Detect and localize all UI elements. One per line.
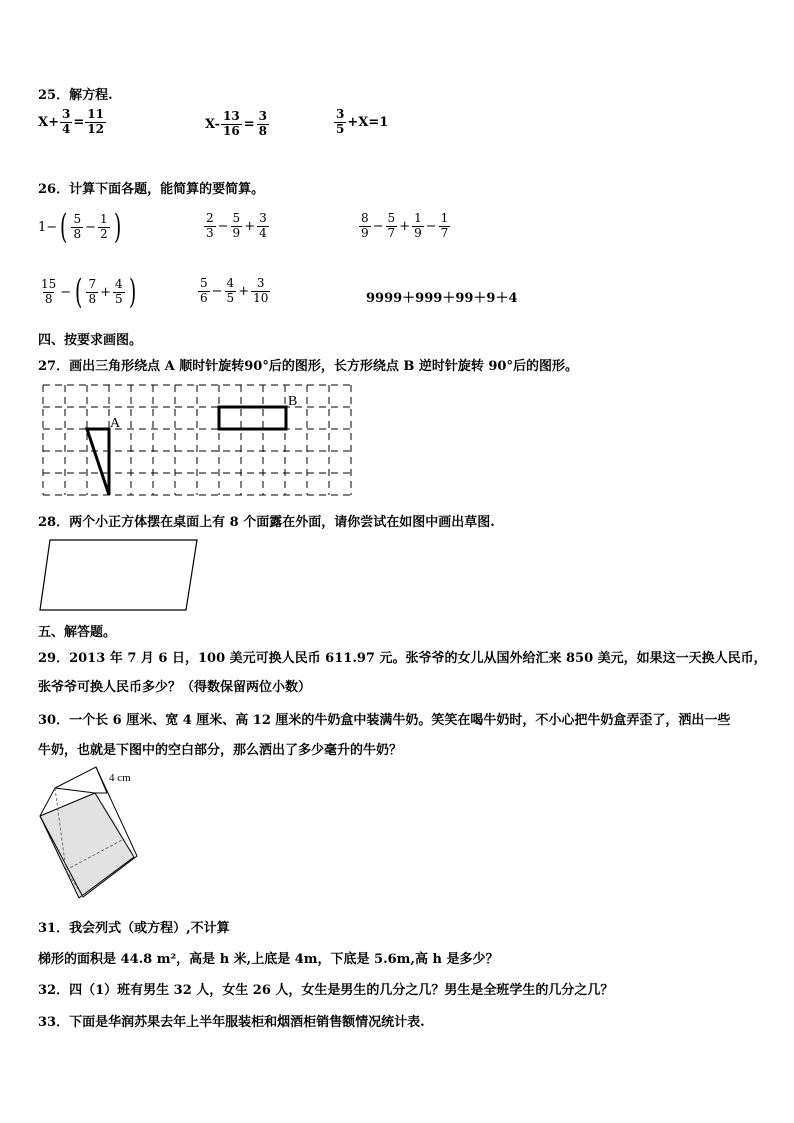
operator: + xyxy=(399,218,411,234)
q27-title: 27．画出三角形绕点 A 顺时针旋转90°后的图形，长方形绕点 B 逆时针旋转 90°后的图形。 xyxy=(38,359,578,374)
q31-line-1: 31．我会列式（或方程）,不计算 xyxy=(38,921,230,936)
operator: + xyxy=(244,218,256,234)
fraction: $\frac{3}{5}$ xyxy=(336,107,345,136)
section-5-heading: 五、解答题。 xyxy=(38,625,117,640)
operator: + xyxy=(238,283,250,299)
fraction: $\frac{5}{8}$ xyxy=(73,211,82,241)
q32-line-1: 32．四（1）班有男生 32 人，女生 26 人，女生是男生的几分之几？男生是全班学生的几分之几？ xyxy=(38,983,614,998)
fraction: $\frac{8}{9}$ xyxy=(361,211,369,240)
fraction: $\frac{5}{7}$ xyxy=(387,211,396,240)
fraction: $\frac{2}{3}$ xyxy=(206,211,214,240)
fraction: $\frac{5}{9}$ xyxy=(232,211,241,240)
fraction: $\frac{3}{4}$ xyxy=(259,211,267,240)
operator: + xyxy=(100,284,111,300)
fraction: $\frac{4}{5}$ xyxy=(115,276,123,306)
eq-text: = xyxy=(73,114,85,130)
fraction: $\frac{13}{16}$ xyxy=(223,109,240,138)
fraction: $\frac{1}{2}$ xyxy=(99,211,108,241)
fraction: $\frac{11}{12}$ xyxy=(87,107,104,136)
operator: − xyxy=(211,283,223,299)
eq-text: X+ xyxy=(38,114,59,130)
fraction: $\frac{3}{8}$ xyxy=(258,109,267,138)
section-4-heading: 四、按要求画图。 xyxy=(38,333,143,348)
fraction: $\frac{4}{5}$ xyxy=(226,276,235,305)
eq-text: = xyxy=(243,116,255,132)
dimension-label: 4 cm xyxy=(109,772,131,784)
operator: − xyxy=(425,218,437,234)
expr-text: 1− xyxy=(38,219,58,235)
left-paren-icon: ( xyxy=(75,272,83,312)
operator: − xyxy=(60,284,72,300)
fraction: $\frac{15}{8}$ xyxy=(41,276,57,306)
left-paren-icon: ( xyxy=(60,207,68,247)
fraction: $\frac{7}{8}$ xyxy=(88,276,97,306)
fraction: $\frac{1}{9}$ xyxy=(414,211,422,240)
eq-text: X- xyxy=(205,116,221,132)
q30-line-1: 30．一个长 6 厘米、宽 4 厘米、高 12 厘米的牛奶盒中装满牛奶。笑笑在喝牛奶时，不小心把牛奶盒弄歪了，洒出一些 xyxy=(38,713,731,728)
point-a-label: A xyxy=(110,416,121,431)
q29-line-1: 29．2013 年 7 月 6 日，100 美元可换人民币 611.97 元。张爷爷的女儿从国外给汇来 850 美元，如果这一天换人民币， xyxy=(38,651,767,666)
operator: − xyxy=(217,218,229,234)
operator: − xyxy=(85,219,96,235)
q29-line-2: 张爷爷可换人民币多少？（得数保留两位小数） xyxy=(38,680,312,695)
point-b-label: B xyxy=(288,394,298,409)
q26-expression-6: 9999＋999＋99＋9＋4 xyxy=(366,291,518,306)
right-paren-icon: ) xyxy=(113,207,121,247)
fraction: $\frac{1}{7}$ xyxy=(440,211,449,240)
q33-line-1: 33．下面是华润苏果去年上半年服装柜和烟酒柜销售额情况统计表. xyxy=(38,1015,425,1030)
q31-line-2: 梯形的面积是 44.8 m²，高是 h 米,上底是 4m，下底是 5.6m,高 h 是多少？ xyxy=(38,952,499,967)
fraction: $\frac{3}{10}$ xyxy=(253,276,269,305)
fraction: $\frac{3}{4}$ xyxy=(61,107,71,136)
right-paren-icon: ) xyxy=(128,272,136,312)
eq-text: +X=1 xyxy=(347,114,389,130)
q30-line-2: 牛奶，也就是下图中的空白部分，那么洒出了多少毫升的牛奶？ xyxy=(38,743,403,758)
q25-title: 25．解方程. xyxy=(38,88,113,103)
fraction: $\frac{5}{6}$ xyxy=(200,276,208,305)
operator: − xyxy=(372,218,384,234)
q28-title: 28．两个小正方体摆在桌面上有 8 个面露在外面，请你尝试在如图中画出草图. xyxy=(38,515,495,530)
q26-title: 26．计算下面各题，能简算的要简算。 xyxy=(38,182,265,197)
